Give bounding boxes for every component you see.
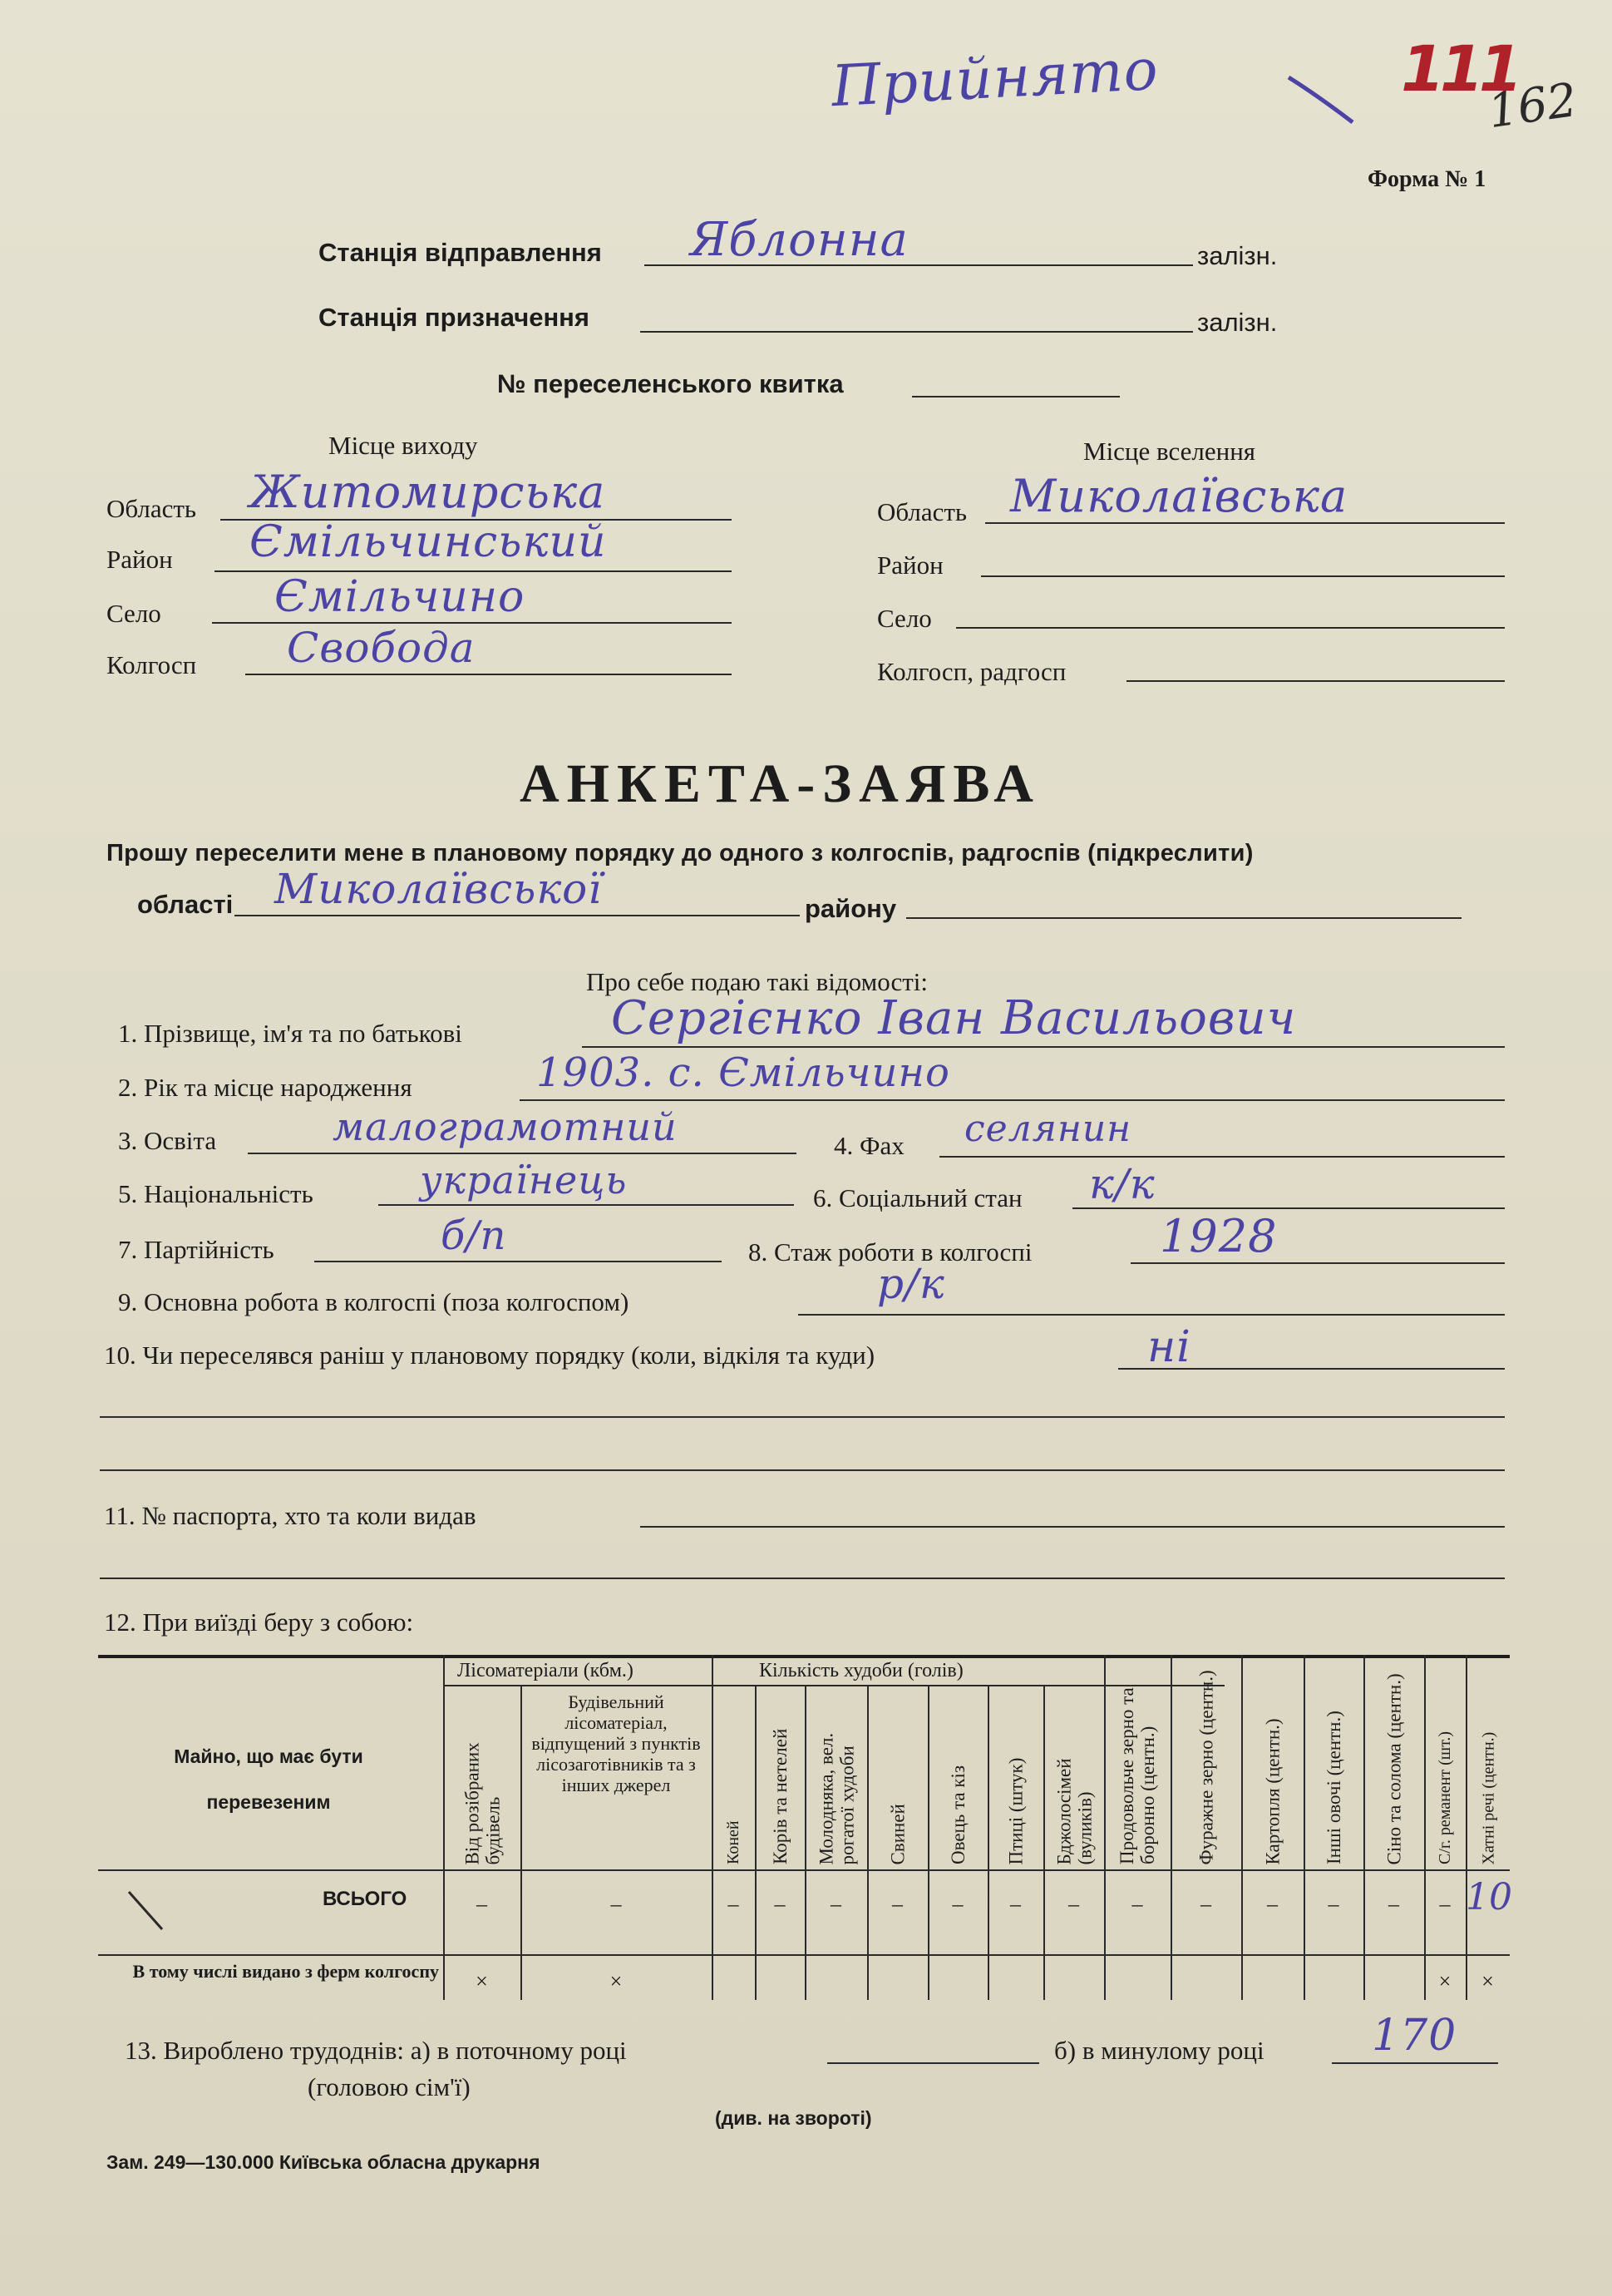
field-6-value: к/к: [1089, 1160, 1156, 1208]
group-timber-header: Лісоматеріали (кбм.): [457, 1660, 633, 1681]
field-2-line: [520, 1099, 1505, 1101]
handwritten-stroke-icon: [1284, 71, 1359, 129]
field-2-value: 1903. с. Ємільчино: [536, 1049, 950, 1096]
table-cell: –: [1388, 1892, 1399, 1916]
field-7-line: [314, 1261, 722, 1262]
field-2-label: 2. Рік та місце народження: [118, 1073, 412, 1102]
origin-raion-value: Ємільчинський: [249, 517, 607, 567]
table-column-header: Інші овочі (центн.): [1323, 1711, 1344, 1864]
table-cell: –: [831, 1892, 841, 1916]
origin-oblast-value: Житомирська: [249, 466, 606, 518]
destination-selo-label: Село: [877, 604, 932, 633]
page-number: 162: [1484, 72, 1580, 140]
request-oblasti-label: області: [137, 890, 234, 919]
field-4-value: селянин: [964, 1108, 1132, 1150]
table-cell: 10: [1466, 1876, 1512, 1918]
destination-oblast-label: Область: [877, 497, 968, 526]
destination-raion-line: [981, 575, 1505, 577]
field-3-value: малограмотний: [333, 1104, 678, 1149]
workdays-prev-line: [1332, 2062, 1498, 2064]
info-intro: Про себе подаю такі відомості:: [586, 967, 929, 996]
origin-selo-value: Ємільчино: [274, 572, 525, 622]
table-cell: –: [892, 1892, 903, 1916]
field-11-label: 11. № паспорта, хто та коли видав: [104, 1501, 476, 1530]
request-oblasti-value: Миколаївської: [274, 865, 603, 913]
destination-heading: Місце вселення: [1083, 437, 1256, 466]
table-column-header: Продовольче зерно та боронно (центн.): [1117, 1687, 1158, 1864]
group-livestock-header: Кількість худоби (голів): [759, 1660, 964, 1681]
table-column-header: Хатні речі (центн.): [1478, 1731, 1497, 1864]
ticket-label: № переселенського квитка: [497, 369, 844, 398]
field-11-line: [640, 1526, 1505, 1528]
table-column-header: С/г. реманент (шт.): [1436, 1731, 1454, 1864]
table-cell: –: [1267, 1892, 1278, 1916]
field-10-value: ні: [1147, 1322, 1191, 1372]
row-issued-label: В тому числі видано з ферм колгоспу: [132, 1961, 439, 1982]
destination-oblast-value: Миколаївська: [1010, 470, 1348, 522]
field-1-label: 1. Прізвище, ім'я та по батькові: [118, 1019, 462, 1048]
table-cell: ×: [476, 1969, 488, 1993]
table-column-header: Коней: [724, 1820, 742, 1864]
field-7-value: б/п: [441, 1212, 507, 1259]
departure-station-value: Яблонна: [690, 213, 909, 267]
workdays-prev-value: 170: [1372, 2011, 1457, 2061]
col-property-header: Майно, що має бути перевезеним: [174, 1745, 363, 1813]
table-cell: –: [1068, 1892, 1079, 1916]
destination-oblast-line: [985, 522, 1505, 524]
table-cell: –: [1131, 1892, 1143, 1916]
field-5-value: українець: [420, 1158, 628, 1202]
table-cell: –: [1200, 1892, 1211, 1916]
field-11-line-2: [100, 1578, 1505, 1579]
destination-kolhosp-label: Колгосп, радгосп: [877, 657, 1067, 686]
field-4-label: 4. Фах: [834, 1131, 905, 1160]
field-1-value: Сергієнко Іван Васильович: [611, 991, 1297, 1045]
field-12-label: 12. При виїзді беру з собою:: [104, 1607, 414, 1637]
table-column-header: Бджолосімей (вуликів): [1052, 1757, 1095, 1864]
table-column-header: Овець та кіз: [947, 1765, 969, 1864]
table-cell: –: [476, 1892, 487, 1916]
table-top-border: [98, 1655, 1510, 1658]
destination-station-line: [640, 331, 1193, 333]
destination-raion-label: Район: [877, 551, 944, 580]
origin-kolhosp-value: Свобода: [287, 624, 476, 672]
workdays-prev-label: б) в минулому році: [1054, 2036, 1264, 2065]
printer-imprint: Зам. 249—130.000 Київська обласна друкарня: [106, 2151, 540, 2173]
request-raionu-label: району: [805, 894, 897, 923]
field-8-label: 8. Стаж роботи в колгоспі: [748, 1237, 1033, 1267]
field-10-line-2: [100, 1416, 1505, 1418]
workdays-label: 13. Вироблено трудоднів: а) в поточному році: [125, 2036, 627, 2065]
field-8-line: [1131, 1262, 1505, 1264]
field-9-label: 9. Основна робота в колгоспі (поза колгоспом): [118, 1287, 629, 1316]
table-column-header: Свиней: [887, 1803, 908, 1864]
field-5-label: 5. Національність: [118, 1179, 313, 1208]
workdays-current-line: [827, 2062, 1039, 2064]
table-column-header: Птиці (штук): [1005, 1757, 1026, 1864]
origin-raion-label: Район: [106, 545, 173, 574]
table-cell: –: [1010, 1892, 1021, 1916]
field-10-label: 10. Чи переселявся раніш у плановому порядку (коли, відкіля та куди): [104, 1341, 875, 1370]
table-column-header: Корів та нетелей: [769, 1728, 791, 1864]
table-cell: ×: [1481, 1969, 1494, 1993]
table-cell: –: [610, 1892, 622, 1916]
destination-selo-line: [956, 627, 1505, 629]
origin-kolhosp-label: Колгосп: [106, 650, 197, 679]
table-cell: –: [1439, 1892, 1451, 1916]
table-column-header: Картопля (центн.): [1262, 1717, 1283, 1864]
table-row-divider: [98, 1954, 1510, 1956]
table-column-header: Будівельний лісоматеріал, відпущений з пунктів лісозаготівників та з інших джерел: [531, 1691, 701, 1795]
destination-kolhosp-line: [1126, 680, 1505, 682]
belongings-table: [98, 1655, 1510, 2000]
field-7-label: 7. Партійність: [118, 1235, 274, 1264]
field-6-label: 6. Соціальний стан: [813, 1183, 1023, 1212]
table-cell: –: [774, 1892, 786, 1916]
form-label: Форма № 1: [1368, 166, 1486, 192]
scan-mark-icon: [125, 1888, 175, 1938]
request-oblasti-line: [234, 915, 800, 916]
table-column-header: Молодняка, вел. рогатої худоби: [815, 1732, 857, 1864]
table-column-header: Сіно та солома (центн.): [1383, 1672, 1404, 1864]
field-9-value: р/к: [877, 1260, 945, 1308]
origin-selo-label: Село: [106, 599, 161, 628]
request-raionu-line: [906, 917, 1462, 919]
origin-heading: Місце виходу: [328, 431, 478, 460]
field-10-line-3: [100, 1469, 1505, 1471]
railway-suffix-2: залізн.: [1197, 308, 1278, 337]
workdays-note: (головою сім'ї): [308, 2072, 471, 2101]
railway-suffix-1: залізн.: [1197, 241, 1278, 270]
row-total-label: ВСЬОГО: [323, 1888, 407, 1910]
field-8-value: 1928: [1160, 1210, 1278, 1262]
field-3-label: 3. Освіта: [118, 1126, 217, 1155]
table-cell: –: [727, 1892, 739, 1916]
departure-station-label: Станція відправлення: [318, 238, 602, 267]
table-cell: ×: [1438, 1969, 1452, 1993]
field-9-line: [798, 1314, 1505, 1316]
field-3-line: [248, 1153, 796, 1154]
ticket-line: [912, 396, 1120, 397]
field-1-line: [582, 1046, 1505, 1048]
request-line: Прошу переселити мене в плановому порядку до одного з колгоспів, радгоспів (підкреслити): [106, 840, 1254, 867]
field-4-line: [939, 1156, 1505, 1158]
table-column-header: Фуражне зерно (центн.): [1195, 1669, 1216, 1864]
table-cell: ×: [609, 1969, 623, 1993]
red-pencil-mark: 111: [1401, 32, 1518, 106]
origin-kolhosp-line: [245, 674, 732, 675]
table-column-header: Від розібраних будівель: [461, 1741, 503, 1864]
field-5-line: [378, 1204, 794, 1206]
table-header-bottom: [98, 1869, 1510, 1871]
form-title: АНКЕТА-ЗАЯВА: [520, 753, 1041, 814]
origin-oblast-label: Область: [106, 494, 197, 523]
destination-station-label: Станція призначення: [318, 303, 589, 332]
table-cell: –: [1328, 1892, 1339, 1916]
table-cell: –: [952, 1892, 964, 1916]
see-reverse-note: (див. на звороті): [715, 2107, 872, 2129]
accepted-handwriting: Прийнято: [830, 37, 1161, 121]
